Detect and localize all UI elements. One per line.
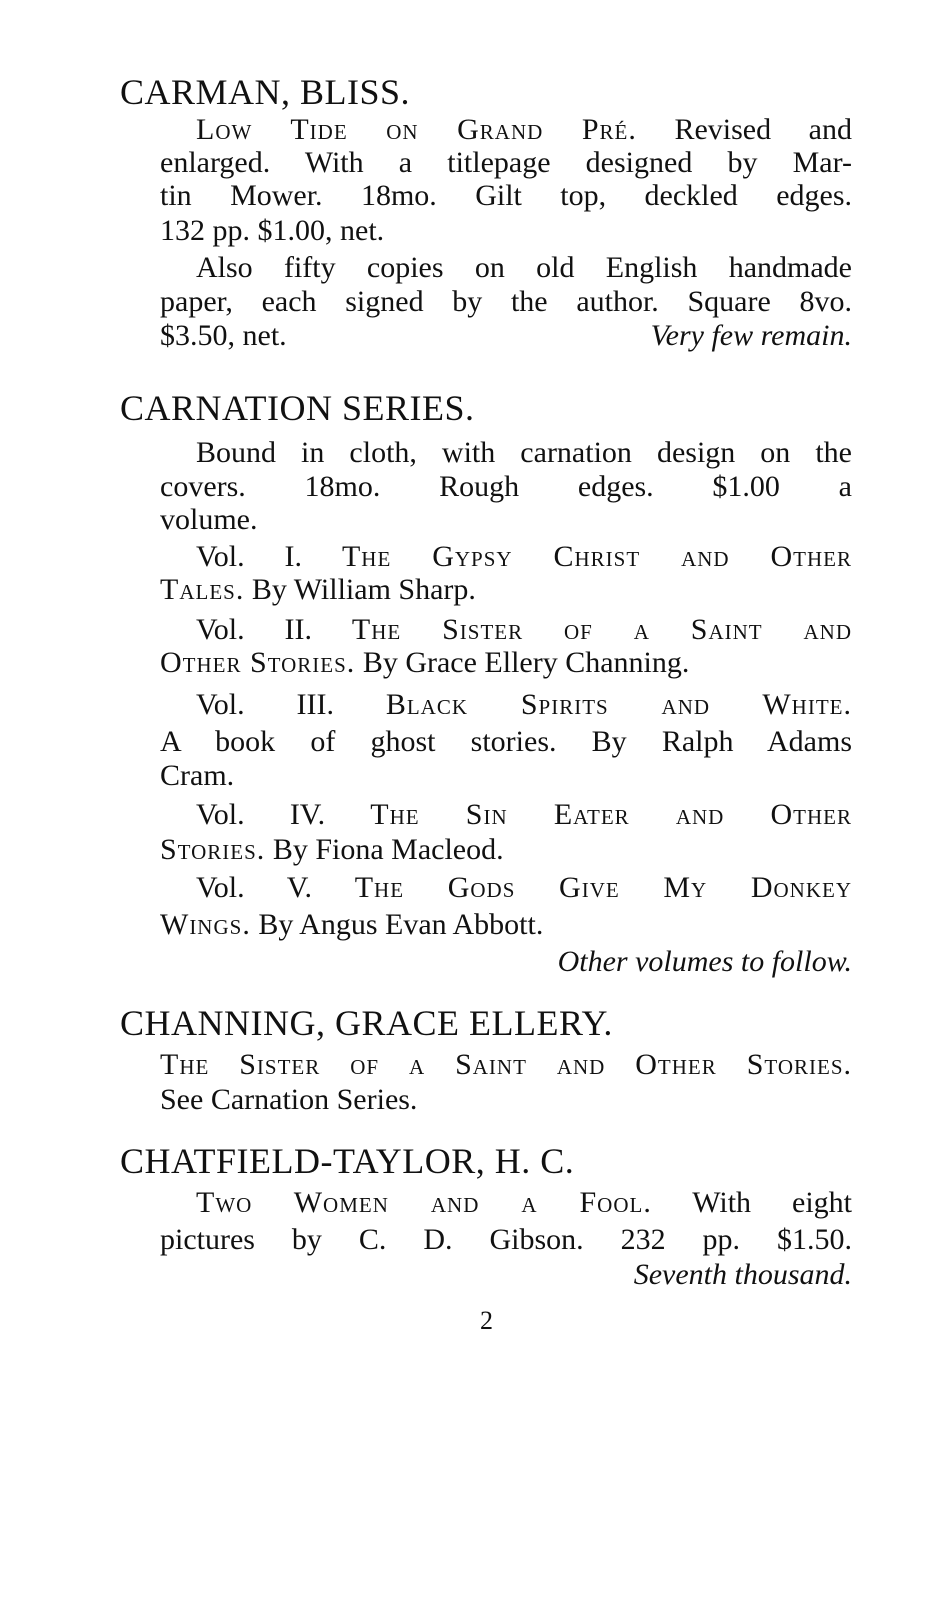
text-segment: Cram. bbox=[160, 759, 235, 792]
italic-note: Very few remain. bbox=[650, 319, 852, 352]
text-line bbox=[160, 178, 852, 214]
book-title: The Gods Give My Donkey bbox=[354, 871, 853, 904]
text-line bbox=[160, 1222, 852, 1258]
text-line bbox=[196, 112, 852, 148]
text-line bbox=[160, 907, 852, 943]
text-segment: See Carnation Series. bbox=[160, 1083, 418, 1116]
text-line bbox=[400, 1257, 852, 1293]
text-line bbox=[196, 612, 852, 648]
text-line bbox=[400, 944, 852, 980]
text-line bbox=[160, 284, 852, 320]
book-title: Other Stories. bbox=[160, 646, 356, 679]
text-segment: pictures by C. D. Gibson. 232 pp. $1.50. bbox=[160, 1223, 852, 1256]
entry-heading: CHATFIELD-TAYLOR, H. C. bbox=[120, 1141, 575, 1181]
book-title: The Sister of a Saint and Other Stories. bbox=[160, 1048, 852, 1081]
text-line bbox=[160, 1047, 852, 1083]
text-segment: $3.50, net. bbox=[160, 319, 287, 352]
text-line bbox=[196, 1185, 852, 1221]
text-line bbox=[196, 687, 852, 723]
text-line bbox=[160, 724, 852, 760]
book-title: Black Spirits and White. bbox=[385, 688, 852, 721]
text-line bbox=[196, 250, 852, 286]
text-segment: covers. 18mo. Rough edges. $1.00 a bbox=[160, 470, 852, 503]
text-segment: Vol. III. bbox=[196, 688, 386, 721]
text-segment: By Grace Ellery Channing. bbox=[355, 646, 690, 679]
text-segment: Vol. II. bbox=[196, 613, 352, 646]
book-title: Tales. bbox=[160, 573, 245, 606]
text-segment: Also fifty copies on old English handmade bbox=[196, 251, 852, 284]
entry-heading: CARMAN, BLISS. bbox=[120, 72, 411, 112]
book-title: The Sin Eater and Other bbox=[370, 798, 853, 831]
text-line bbox=[196, 797, 852, 833]
italic-note: Other volumes to follow. bbox=[557, 945, 852, 978]
text-segment: volume. bbox=[160, 503, 258, 536]
text-segment: tin Mower. 18mo. Gilt top, deckled edges. bbox=[160, 179, 852, 212]
text-segment: By Angus Evan Abbott. bbox=[250, 908, 544, 941]
text-segment: Revised and bbox=[636, 113, 852, 146]
text-segment: paper, each signed by the author. Square 8vo. bbox=[160, 285, 852, 318]
text-line bbox=[160, 1082, 852, 1118]
book-title: Low Tide on Grand Pré. bbox=[196, 113, 637, 146]
text-line bbox=[196, 870, 852, 906]
book-title: Wings. bbox=[160, 908, 251, 941]
entry-heading: CHANNING, GRACE ELLERY. bbox=[120, 1003, 613, 1043]
text-line bbox=[160, 145, 852, 181]
book-title: The Gypsy Christ and Other bbox=[341, 540, 852, 573]
text-segment: Vol. I. bbox=[196, 540, 342, 573]
text-line bbox=[160, 502, 852, 538]
text-segment: A book of ghost stories. By Ralph Adams bbox=[160, 725, 852, 758]
text-segment: Vol. IV. bbox=[196, 798, 371, 831]
text-segment: Vol. V. bbox=[196, 871, 355, 904]
text-segment: By Fiona Macleod. bbox=[265, 833, 504, 866]
text-line bbox=[160, 758, 852, 794]
text-line bbox=[160, 645, 852, 681]
text-line bbox=[160, 832, 852, 868]
book-title: Two Women and a Fool. bbox=[196, 1186, 652, 1219]
text-segment: With eight bbox=[651, 1186, 853, 1219]
text-segment: enlarged. With a titlepage designed by Mar- bbox=[160, 146, 852, 179]
page-number: 2 bbox=[480, 1306, 493, 1335]
text-line bbox=[196, 435, 852, 471]
text-line bbox=[196, 539, 852, 575]
text-segment: Bound in cloth, with carnation design on the bbox=[196, 436, 852, 469]
book-title: Stories. bbox=[160, 833, 266, 866]
text-line bbox=[160, 469, 852, 505]
italic-note: Seventh thousand. bbox=[633, 1258, 852, 1291]
text-line bbox=[160, 572, 852, 608]
text-line bbox=[160, 213, 852, 249]
book-title: The Sister of a Saint and bbox=[351, 613, 852, 646]
text-segment: By William Sharp. bbox=[244, 573, 476, 606]
text-segment: 132 pp. $1.00, net. bbox=[160, 214, 385, 247]
text-line bbox=[500, 318, 852, 354]
entry-heading: CARNATION SERIES. bbox=[120, 388, 475, 428]
